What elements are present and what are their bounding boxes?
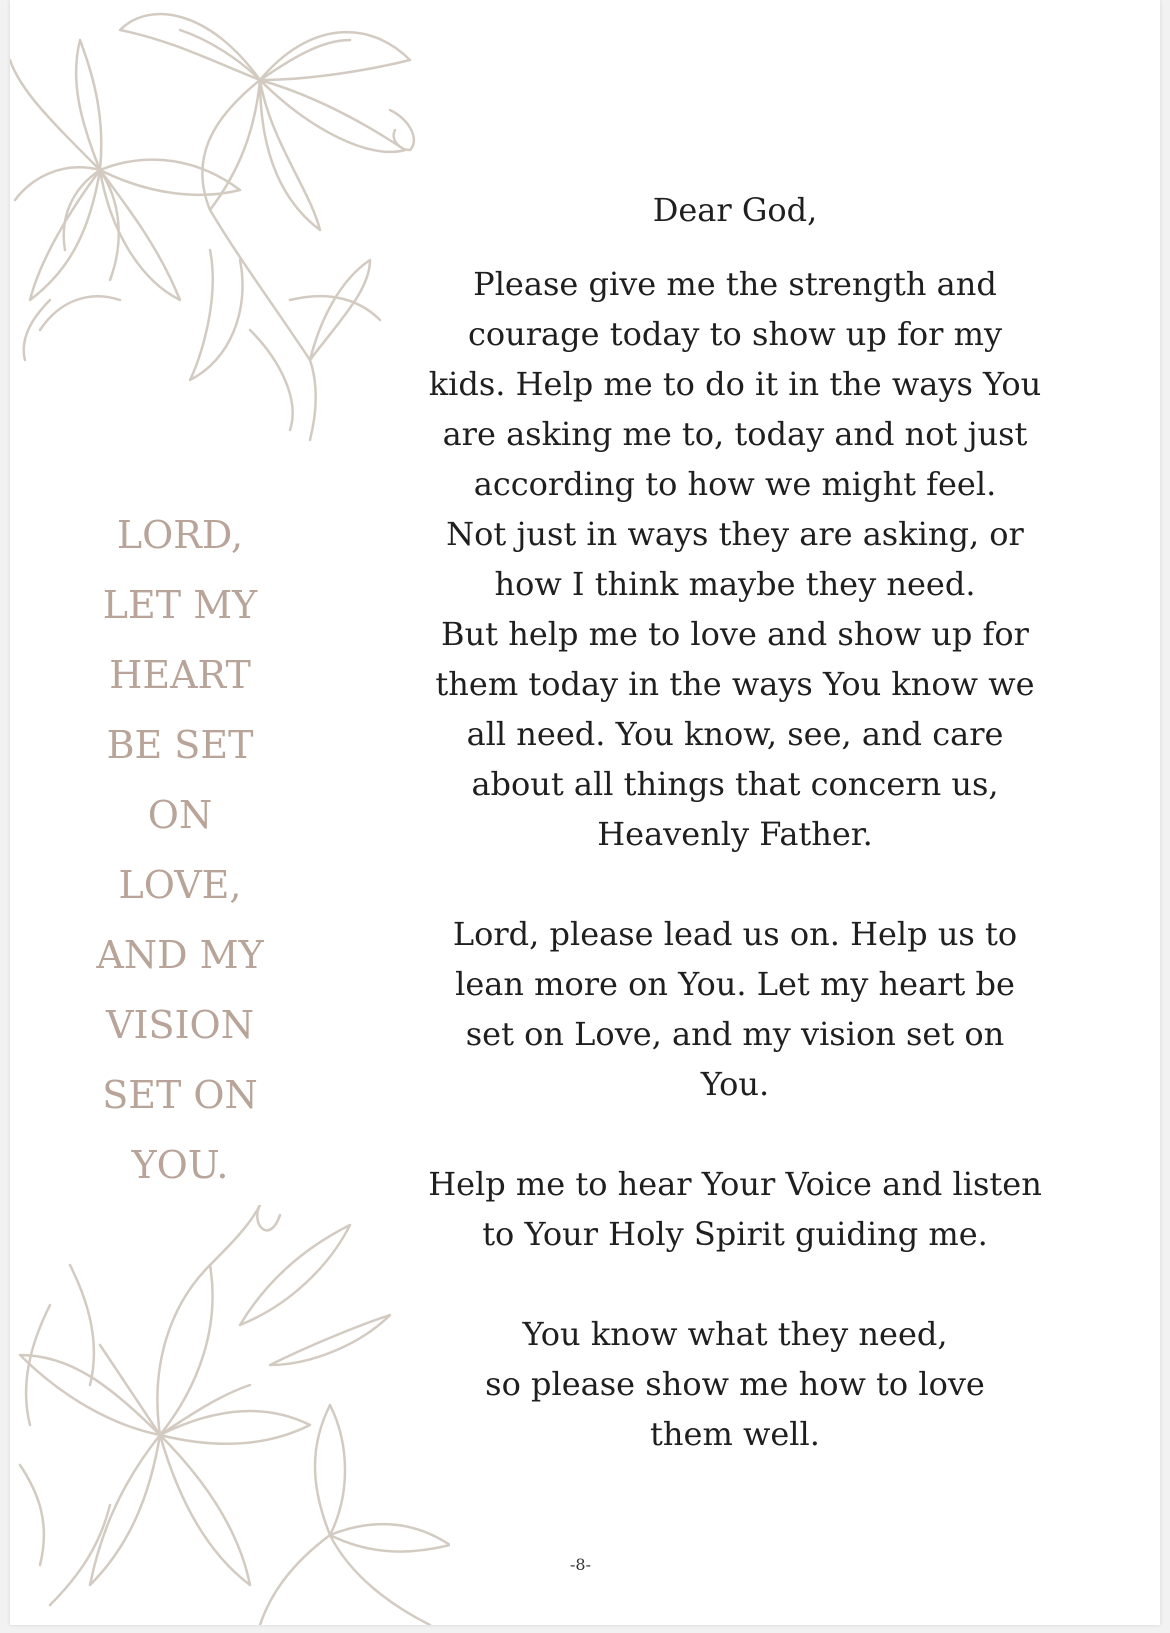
letter-line: Help me to hear Your Voice and listen	[428, 1165, 1042, 1203]
side-quote-line: SET ON	[102, 1073, 258, 1117]
paragraph-spacer	[380, 1109, 1090, 1159]
document-page	[10, 0, 1160, 1625]
side-quote-line: YOU.	[131, 1143, 229, 1187]
paragraph-spacer	[380, 859, 1090, 909]
side-quote-line: VISION	[106, 1003, 254, 1047]
letter-line: kids. Help me to do it in the ways You	[428, 365, 1042, 403]
letter-line: them today in the ways You know we	[435, 665, 1035, 703]
letter-greeting: Dear God,	[652, 191, 818, 229]
side-quote-line: ON	[147, 793, 213, 837]
letter-line: according to how we might feel.	[473, 465, 997, 503]
letter-line: are asking me to, today and not just	[442, 415, 1028, 453]
paragraph-spacer	[380, 1259, 1090, 1309]
side-quote-line: LET MY	[102, 583, 258, 627]
letter-line: Please give me the strength and	[473, 265, 997, 303]
letter-paragraph-1	[380, 259, 1090, 859]
letter-line: set on Love, and my vision set on	[465, 1015, 1005, 1053]
page-number: -8-	[570, 1555, 591, 1574]
letter-line: so please show me how to love	[485, 1365, 985, 1403]
letter-line: You.	[700, 1065, 770, 1103]
letter-line: Not just in ways they are asking, or	[446, 515, 1024, 553]
side-quote-line: AND MY	[96, 933, 264, 977]
letter-line: to Your Holy Spirit guiding me.	[482, 1215, 988, 1253]
letter-line: But help me to love and show up for	[441, 615, 1029, 653]
side-quote-line: HEART	[109, 653, 251, 697]
letter-paragraph-4	[380, 1309, 1090, 1459]
letter-line: lean more on You. Let my heart be	[455, 965, 1015, 1003]
letter-line: courage today to show up for my	[467, 315, 1003, 353]
letter-line: how I think maybe they need.	[494, 565, 976, 603]
letter-paragraph-3	[380, 1159, 1090, 1259]
side-quote-line: LOVE,	[118, 863, 242, 907]
letter-line: You know what they need,	[522, 1315, 948, 1353]
letter-line: all need. You know, see, and care	[466, 715, 1004, 753]
side-quote	[40, 500, 320, 1200]
side-quote-line: BE SET	[106, 723, 254, 767]
letter-line: them well.	[650, 1415, 820, 1453]
letter-paragraph-2	[380, 909, 1090, 1109]
prayer-letter	[380, 185, 1090, 1459]
letter-line: Heavenly Father.	[597, 815, 873, 853]
letter-line: Lord, please lead us on. Help us to	[452, 915, 1018, 953]
letter-line: about all things that concern us,	[471, 765, 999, 803]
side-quote-line: LORD,	[116, 513, 244, 557]
